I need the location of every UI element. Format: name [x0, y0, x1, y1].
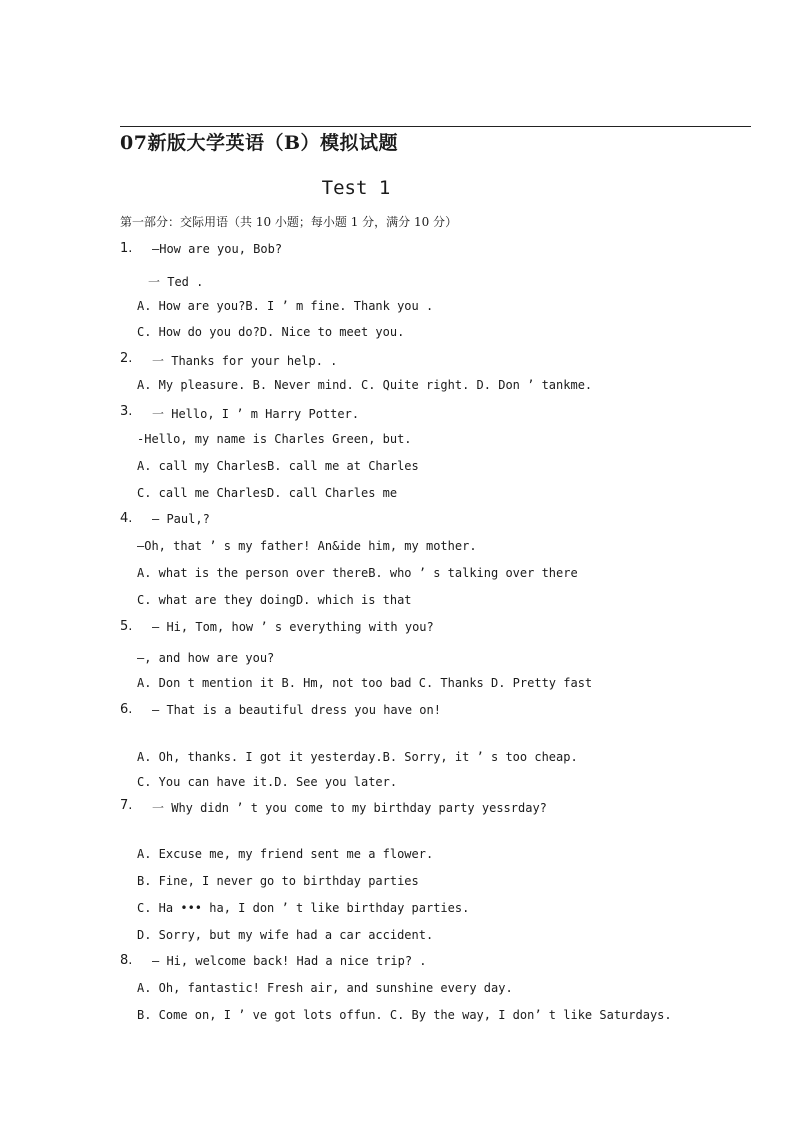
- answer-option: B. Come on, I ’ ve got lots offun. C. By the way, I don’ t like Saturdays.: [137, 1008, 672, 1022]
- answer-option: B. Fine, I never go to birthday parties: [137, 874, 419, 888]
- answer-option: C. Ha ••• ha, I don ’ t like birthday parties.: [137, 901, 470, 915]
- question-number: 6.: [120, 702, 133, 717]
- answer-option: A. Excuse me, my friend sent me a flower.: [137, 847, 434, 861]
- question-number: 2.: [120, 351, 133, 366]
- question-prompt: 一 Hello, I ’ m Harry Potter.: [152, 407, 360, 421]
- answer-option: A. what is the person over thereB. who ’ s talking over there: [137, 566, 578, 580]
- question-prompt: —How are you, Bob?: [152, 242, 283, 256]
- document-title: 07新版大学英语（B）模拟试题: [120, 132, 399, 154]
- answer-option: A. Don t mention it B. Hm, not too bad C. Thanks D. Pretty fast: [137, 676, 593, 690]
- question-line: —, and how are you?: [137, 651, 275, 665]
- question-number: 7.: [120, 798, 133, 813]
- question-number: 3.: [120, 404, 133, 419]
- answer-option: C. call me CharlesD. call Charles me: [137, 486, 398, 500]
- question-prompt: — Paul,?: [152, 512, 210, 526]
- answer-option: D. Sorry, but my wife had a car accident.: [137, 928, 434, 942]
- question-number: 8.: [120, 953, 133, 968]
- question-prompt: — That is a beautiful dress you have on!: [152, 703, 441, 717]
- question-number: 4.: [120, 511, 133, 526]
- question-line: -Hello, my name is Charles Green, but.: [137, 432, 412, 446]
- question-prompt: 一 Thanks for your help. .: [152, 354, 338, 368]
- answer-option: A. How are you?B. I ’ m fine. Thank you .: [137, 299, 434, 313]
- answer-option: C. what are they doingD. which is that: [137, 593, 412, 607]
- answer-option: A. call my CharlesB. call me at Charles: [137, 459, 419, 473]
- question-prompt: — Hi, Tom, how ’ s everything with you?: [152, 620, 434, 634]
- question-line: —Oh, that ’ s my father! An&ide him, my mother.: [137, 539, 477, 553]
- answer-option: A. Oh, fantastic! Fresh air, and sunshine every day.: [137, 981, 513, 995]
- answer-option: A. Oh, thanks. I got it yesterday.B. Sorry, it ’ s too cheap.: [137, 750, 578, 764]
- question-number: 1.: [120, 241, 133, 256]
- question-line: 一 Ted .: [148, 275, 204, 289]
- question-prompt: 一 Why didn ’ t you come to my birthday party yessrday?: [152, 801, 547, 815]
- section-heading: 第一部分：交际用语（共 10 小题；每小题 1 分，满分 10 分）: [120, 215, 458, 229]
- question-prompt: — Hi, welcome back! Had a nice trip? .: [152, 954, 427, 968]
- answer-option: C. How do you do?D. Nice to meet you.: [137, 325, 405, 339]
- test-title: Test 1: [321, 177, 391, 199]
- header-rule: [120, 126, 751, 127]
- question-number: 5.: [120, 619, 133, 634]
- answer-option: A. My pleasure. B. Never mind. C. Quite right. D. Don ’ tankme.: [137, 378, 593, 392]
- answer-option: C. You can have it.D. See you later.: [137, 775, 398, 789]
